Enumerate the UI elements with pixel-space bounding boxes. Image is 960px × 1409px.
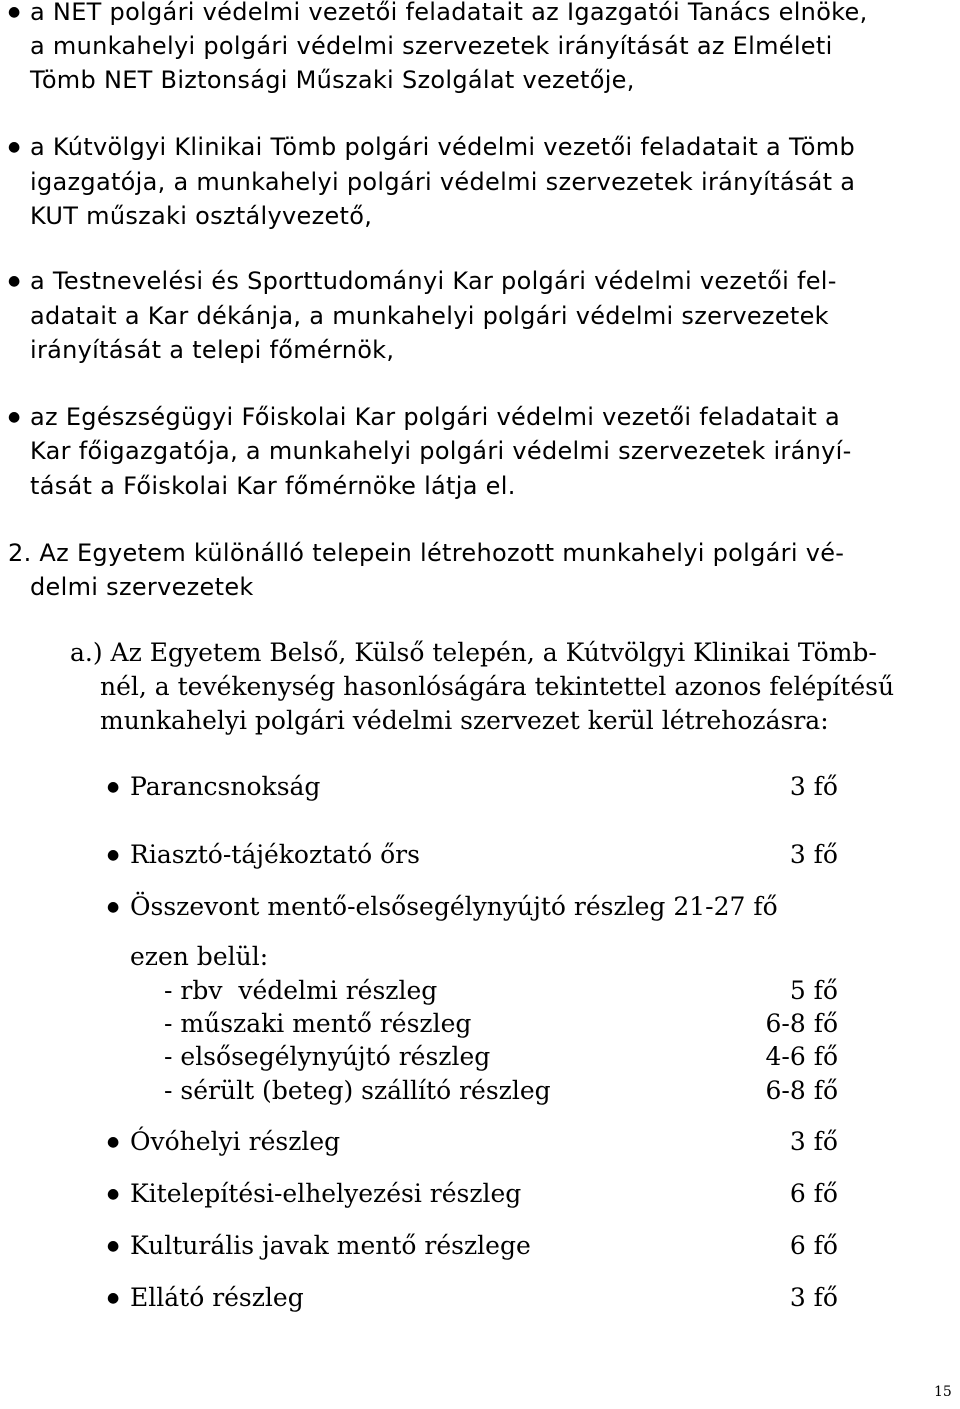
- unit-name: Ellátó részleg: [130, 1283, 304, 1312]
- breakdown-label: ezen belül:: [130, 942, 269, 971]
- paragraph-line: tását a Főiskolai Kar főmérnöke látja el.: [30, 472, 516, 500]
- unit-quantity: 3 fő: [789, 1127, 838, 1156]
- unit-name: Riasztó-tájékoztató őrs: [130, 840, 420, 869]
- paragraph-line: a munkahelyi polgári védelmi szervezetek irányítását az Elméleti: [30, 32, 833, 60]
- subsection-line: munkahelyi polgári védelmi szervezet kerül létrehozásra:: [100, 706, 829, 735]
- breakdown-name: - rbv védelmi részleg: [164, 976, 438, 1005]
- paragraph-line: a NET polgári védelmi vezetői feladatait az Igazgatói Tanács elnöke,: [30, 0, 868, 26]
- bullet-icon: ●: [8, 4, 21, 20]
- unit-name: Parancsnokság: [130, 772, 321, 801]
- bullet-icon: ●: [107, 779, 120, 795]
- paragraph-line: KUT műszaki osztályvezető,: [30, 202, 373, 230]
- bullet-icon: ●: [8, 409, 21, 425]
- subsection-line: a.) Az Egyetem Belső, Külső telepén, a Kútvölgyi Klinikai Tömb-: [70, 638, 877, 667]
- paragraph-line: Kar főigazgatója, a munkahelyi polgári védelmi szervezetek irányí-: [30, 437, 852, 465]
- subsection-line: nél, a tevékenység hasonlóságára tekintettel azonos felépítésű: [100, 672, 895, 701]
- heading-line: delmi szervezetek: [30, 573, 254, 601]
- unit-quantity: 3 fő: [789, 840, 838, 869]
- paragraph-line: a Kútvölgyi Klinikai Tömb polgári védelmi vezetői feladatait a Tömb: [30, 133, 856, 161]
- page-number: 15: [934, 1384, 952, 1400]
- paragraph-line: Tömb NET Biztonsági Műszaki Szolgálat vezetője,: [30, 66, 635, 94]
- bullet-icon: ●: [107, 1290, 120, 1306]
- breakdown-quantity: 6-8 fő: [765, 1009, 838, 1038]
- unit-quantity: 6 fő: [789, 1179, 838, 1208]
- breakdown-quantity: 5 fő: [789, 976, 838, 1005]
- unit-quantity: 3 fő: [789, 1283, 838, 1312]
- unit-name: Kitelepítési-elhelyezési részleg: [130, 1179, 522, 1208]
- bullet-icon: ●: [107, 1134, 120, 1150]
- bullet-icon: ●: [107, 847, 120, 863]
- unit-name: Kulturális javak mentő részlege: [130, 1231, 531, 1260]
- bullet-icon: ●: [8, 273, 21, 289]
- paragraph-line: igazgatója, a munkahelyi polgári védelmi szervezetek irányítását a: [30, 168, 856, 196]
- paragraph-line: adatait a Kar dékánja, a munkahelyi polgári védelmi szervezetek: [30, 302, 829, 330]
- bullet-icon: ●: [107, 1238, 120, 1254]
- bullet-icon: ●: [107, 1186, 120, 1202]
- breakdown-name: - elsősegélynyújtó részleg: [164, 1042, 491, 1071]
- paragraph-line: irányítását a telepi főmérnök,: [30, 336, 395, 364]
- bullet-icon: ●: [107, 899, 120, 915]
- unit-quantity: 6 fő: [789, 1231, 838, 1260]
- heading-line: 2. Az Egyetem különálló telepein létrehozott munkahelyi polgári vé-: [8, 539, 845, 567]
- breakdown-quantity: 6-8 fő: [765, 1076, 838, 1105]
- bullet-icon: ●: [8, 139, 21, 155]
- breakdown-name: - műszaki mentő részleg: [164, 1009, 472, 1038]
- breakdown-quantity: 4-6 fő: [765, 1042, 838, 1071]
- paragraph-line: a Testnevelési és Sporttudományi Kar polgári védelmi vezetői fel-: [30, 267, 837, 295]
- unit-quantity: 3 fő: [789, 772, 838, 801]
- breakdown-name: - sérült (beteg) szállító részleg: [164, 1076, 551, 1105]
- paragraph-line: az Egészségügyi Főiskolai Kar polgári védelmi vezetői feladatait a: [30, 403, 840, 431]
- unit-name: Óvóhelyi részleg: [130, 1127, 341, 1156]
- unit-name: Összevont mentő-elsősegélynyújtó részleg 21-27 fő: [130, 892, 778, 921]
